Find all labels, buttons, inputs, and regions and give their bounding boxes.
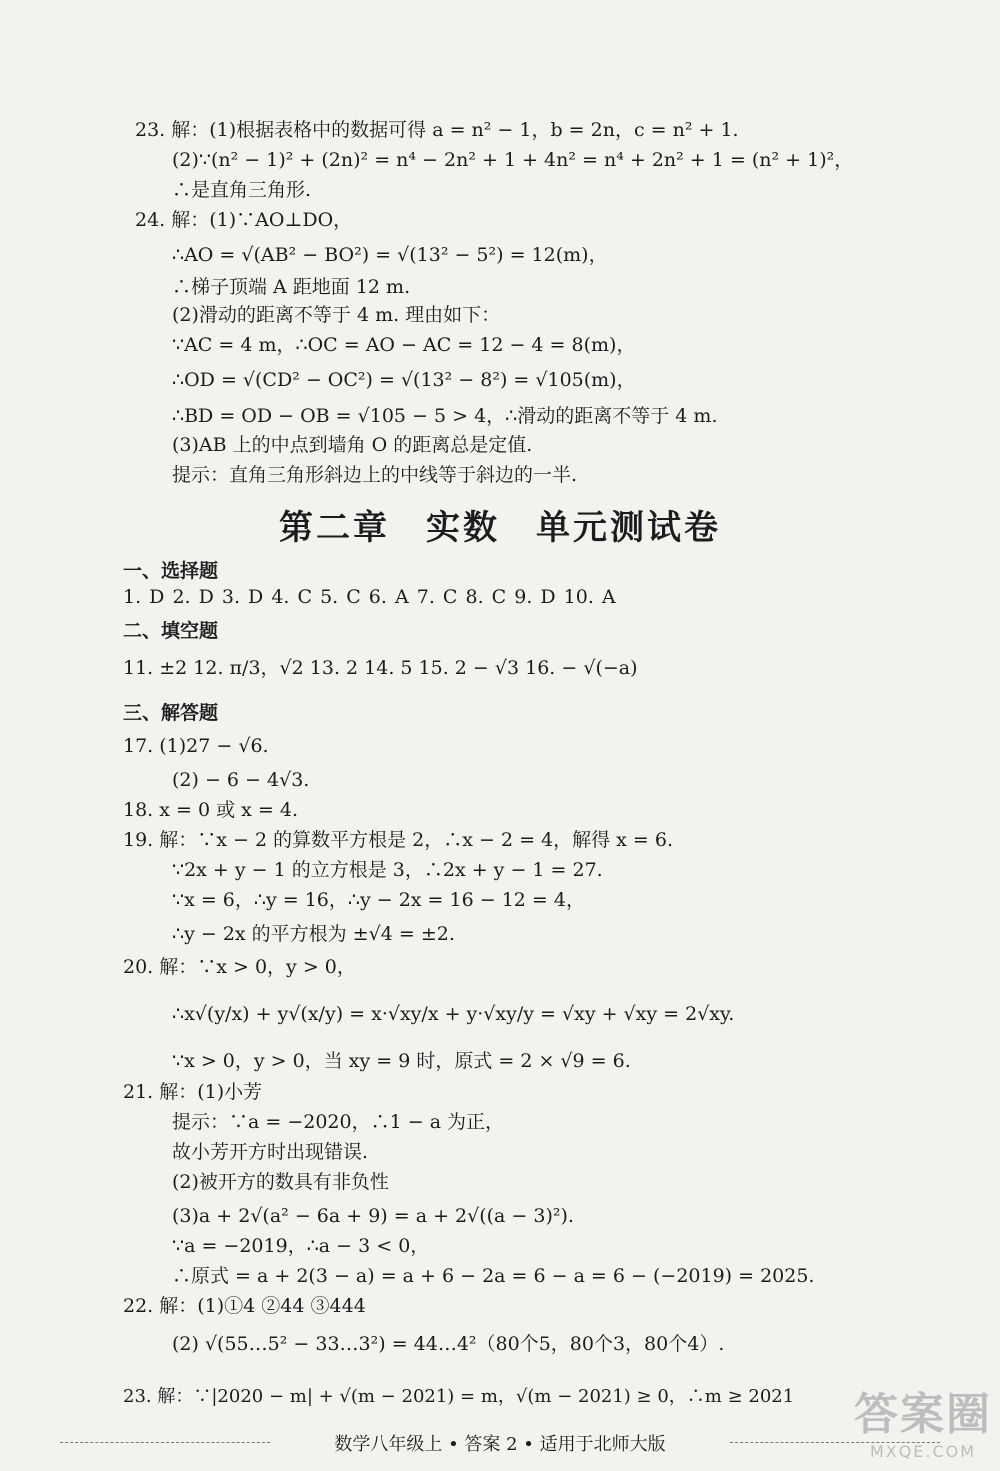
chapter-test-label: 单元测试卷 <box>536 508 721 548</box>
p23b-line1: 23. 解：∵|2020 − m| + √(m − 2021) = m，√(m − 2021) ≥ 0，∴m ≥ 2021 <box>123 1386 795 1407</box>
p21-line2: 提示：∵a = −2020，∴1 − a 为正， <box>172 1111 505 1133</box>
p21-line1: 21. 解：(1)小芳 <box>123 1081 263 1103</box>
p19-line3: ∵x = 6，∴y = 16，∴y − 2x = 16 − 12 = 4， <box>172 889 585 911</box>
chapter-title <box>0 500 1000 549</box>
p23-line2: (2)∵(n² − 1)² + (2n)² = n⁴ − 2n² + 1 + 4n² = n⁴ + 2n² + 1 = (n² + 1)²， <box>172 149 854 171</box>
p21-line3: 故小芳开方时出现错误. <box>172 1141 369 1163</box>
p21-line5: (3)a + 2√(a² − 6a + 9) = a + 2√((a − 3)²). <box>172 1205 574 1227</box>
fill-answers: 11. ±2 12. π/3，√2 13. 2 14. 5 15. 2 − √3 16. − √(−a) <box>123 657 638 679</box>
p24-line2: ∴AO = √(AB² − BO²) = √(13² − 5²) = 12(m)， <box>172 244 608 266</box>
p20-line2: ∴x√(y/x) + y√(x/y) = x·√xy/x + y·√xy/y = √xy + √xy = 2√xy. <box>172 1003 735 1025</box>
p21-line7: ∴原式 = a + 2(3 − a) = a + 6 − 2a = 6 − a = 6 − (−2019) = 2025. <box>172 1265 815 1287</box>
site-watermark <box>854 1378 992 1461</box>
watermark-logo-text: 答案圈 <box>854 1389 992 1440</box>
chapter-topic: 实数 <box>426 508 500 548</box>
chapter-number: 第二章 <box>279 508 390 548</box>
p24-line1: 24. 解：(1)∵AO⊥DO， <box>135 209 353 231</box>
section-choice-heading: 一、选择题 <box>123 560 219 582</box>
p22-line2: (2) √(55…5² − 33…3²) = 44…4²（80个5，80个3，80个4）. <box>172 1333 725 1355</box>
p23-line1: 23. 解：(1)根据表格中的数据可得 a = n² − 1，b = 2n，c = n² + 1. <box>135 119 739 141</box>
choice-answers: 1. D 2. D 3. D 4. C 5. C 6. A 7. C 8. C 9. D 10. A <box>123 586 616 608</box>
p19-line4: ∴y − 2x 的平方根为 ±√4 = ±2. <box>172 923 455 945</box>
p24-line7: ∴BD = OD − OB = √105 − 5 > 4，∴滑动的距离不等于 4 m. <box>172 405 718 427</box>
p24-line4: (2)滑动的距离不等于 4 m. 理由如下： <box>172 304 501 326</box>
p19-line1: 19. 解：∵x − 2 的算数平方根是 2，∴x − 2 = 4，解得 x = 6. <box>123 829 673 851</box>
p24-line3: ∴梯子顶端 A 距地面 12 m. <box>172 276 411 298</box>
section-fill-heading: 二、填空题 <box>123 620 219 642</box>
p24-line5: ∵AC = 4 m，∴OC = AO − AC = 12 − 4 = 8(m)， <box>172 334 636 356</box>
p21-line6: ∵a = −2019，∴a − 3 < 0， <box>172 1235 430 1257</box>
p24-line8: (3)AB 上的中点到墙角 O 的距离总是定值. <box>172 434 533 456</box>
p21-line4: (2)被开方的数具有非负性 <box>172 1171 389 1193</box>
p24-line6: ∴OD = √(CD² − OC²) = √(13² − 8²) = √105(m)， <box>172 369 636 391</box>
section-solve-heading: 三、解答题 <box>123 702 219 724</box>
p20-line3: ∵x > 0，y > 0，当 xy = 9 时，原式 = 2 × √9 = 6. <box>172 1050 631 1072</box>
p17-line2: (2) − 6 − 4√3. <box>172 769 310 791</box>
p20-line1: 20. 解：∵x > 0，y > 0， <box>123 956 356 978</box>
page-footer <box>60 1428 940 1458</box>
footer-text: 数学八年级上 • 答案 2 • 适用于北师大版 <box>324 1434 675 1455</box>
p24-hint: 提示：直角三角形斜边上的中线等于斜边的一半. <box>172 464 578 486</box>
watermark-url: MXQE.COM <box>869 1442 977 1461</box>
p22-line1: 22. 解：(1)①4 ②44 ③444 <box>123 1295 366 1317</box>
p23-line3: ∴是直角三角形. <box>172 179 312 201</box>
p17-line1: 17. (1)27 − √6. <box>123 735 269 757</box>
p19-line2: ∵2x + y − 1 的立方根是 3，∴2x + y − 1 = 27. <box>172 859 603 881</box>
p18: 18. x = 0 或 x = 4. <box>123 799 298 821</box>
